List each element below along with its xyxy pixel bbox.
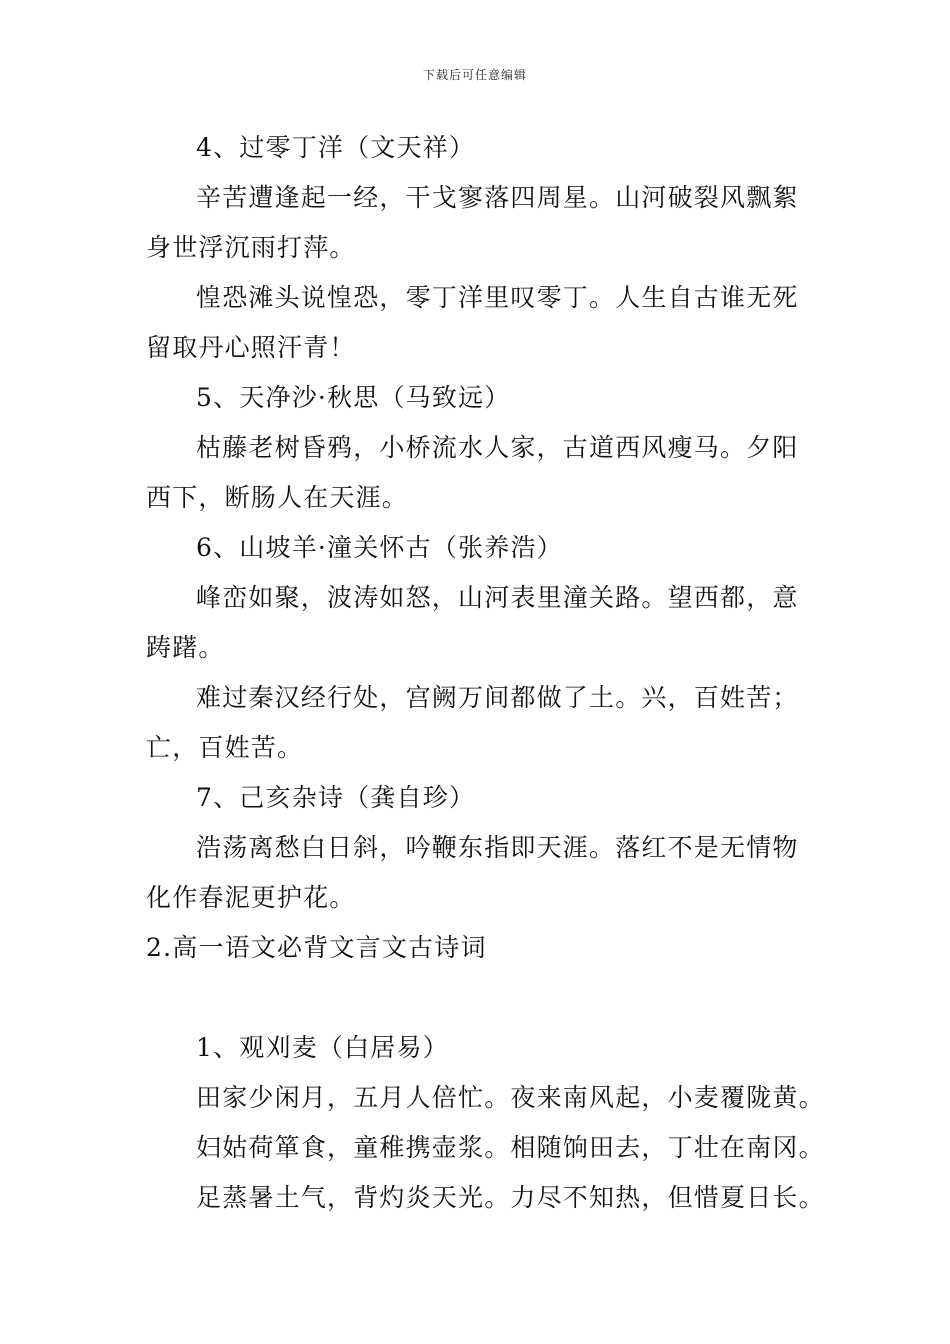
poem-line: 难过秦汉经行处，宫阙万间都做了土。兴，百姓苦； [196,683,799,712]
poem-line: 身世浮沉雨打萍。 [146,233,356,262]
poem-line: 峰峦如聚，波涛如怒，山河表里潼关路。望西都，意 [196,583,799,612]
poem-line: 足蒸暑土气，背灼炎天光。力尽不知热，但惜夏日长。 [196,1183,825,1212]
poem-line: 亡，百姓苦。 [146,733,304,762]
poem-title: 6、山坡羊·潼关怀古（张养浩） [196,533,563,562]
poem-line: 化作春泥更护花。 [146,883,356,912]
poem-title: 5、天净沙·秋思（马致远） [196,383,511,412]
section-heading: 2.高一语文必背文言文古诗词 [146,933,487,962]
poem-line: 田家少闲月，五月人倍忙。夜来南风起，小麦覆陇黄。 [196,1083,825,1112]
poem-line: 踌躇。 [146,633,225,662]
poem-line: 辛苦遭逢起一经，干戈寥落四周星。山河破裂风飘絮 [196,183,799,212]
poem-line: 留取丹心照汗青！ [146,333,356,362]
poem-line: 西下，断肠人在天涯。 [146,483,409,512]
poem-line: 惶恐滩头说惶恐，零丁洋里叹零丁。人生自古谁无死 [196,283,799,312]
poem-title: 7、己亥杂诗（龚自珍） [196,783,476,812]
page-header: 下载后可任意编辑 [422,68,527,82]
poem-title: 4、过零丁洋（文天祥） [196,133,476,162]
poem-title: 1、观刈麦（白居易） [196,1033,449,1062]
poem-line: 妇姑荷箪食，童稚携壶浆。相随饷田去，丁壮在南冈。 [196,1133,825,1162]
poem-line: 浩荡离愁白日斜，吟鞭东指即天涯。落红不是无情物 [196,833,799,862]
poem-line: 枯藤老树昏鸦，小桥流水人家，古道西风瘦马。夕阳 [196,433,799,462]
